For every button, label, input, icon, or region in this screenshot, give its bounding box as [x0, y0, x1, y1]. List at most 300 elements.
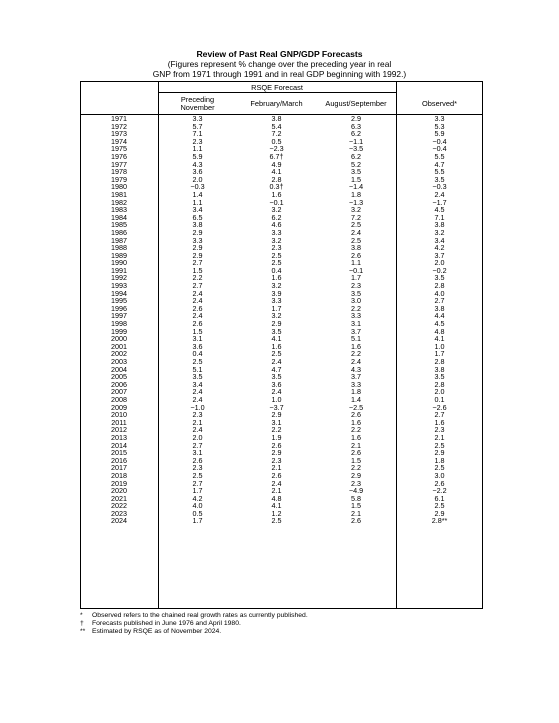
- cell-aug: 3.8: [351, 243, 361, 253]
- header-observed: Observed*: [422, 99, 457, 108]
- cell-aug: 2.6: [351, 250, 361, 260]
- cell-nov: 1.1: [192, 144, 203, 154]
- cell-obs: −0.4: [432, 136, 447, 146]
- table-row: [80, 464, 483, 472]
- cell-nov: 1.7: [192, 516, 203, 526]
- cell-year: 1985: [111, 220, 127, 230]
- cell-year: 2004: [111, 364, 127, 374]
- cell-aug: 3.1: [351, 319, 361, 329]
- cell-feb: 4.6: [271, 220, 282, 230]
- cell-aug: 2.3: [351, 478, 361, 488]
- cell-nov: 2.3: [192, 136, 203, 146]
- cell-aug: 2.9: [351, 114, 361, 123]
- cell-year: 2010: [111, 410, 127, 420]
- cell-feb: 0.4: [271, 265, 282, 275]
- cell-obs: 3.8: [434, 364, 445, 374]
- cell-feb: 4.1: [271, 167, 282, 177]
- cell-year: 2022: [111, 501, 127, 511]
- cell-obs: 2.4: [434, 189, 445, 199]
- cell-year: 1982: [111, 197, 127, 207]
- table-row: [80, 487, 483, 495]
- cell-obs: 4.5: [434, 205, 445, 215]
- table-row: [80, 297, 483, 305]
- cell-nov: 2.0: [192, 432, 203, 442]
- cell-obs: 0.1: [434, 394, 445, 404]
- cell-obs: 4.4: [434, 311, 445, 321]
- cell-aug: 1.5: [351, 455, 361, 465]
- cell-feb: 1.9: [271, 432, 282, 442]
- cell-year: 1997: [111, 311, 127, 321]
- cell-aug: 1.6: [351, 432, 361, 442]
- cell-obs: 2.6: [434, 478, 445, 488]
- cell-obs: −2.2: [432, 486, 447, 496]
- cell-feb: 7.2: [271, 129, 282, 139]
- cell-obs: −0.3: [432, 182, 447, 192]
- cell-obs: 3.2: [434, 227, 445, 237]
- cell-feb: 2.5: [271, 349, 282, 359]
- cell-aug: 1.8: [351, 189, 361, 199]
- cell-obs: −0.4: [432, 144, 447, 154]
- cell-obs: 7.1: [434, 212, 445, 222]
- cell-feb: 2.5: [271, 250, 282, 260]
- cell-aug: 6.3: [351, 121, 361, 131]
- cell-nov: 3.1: [192, 334, 203, 344]
- table-row: [80, 426, 483, 434]
- table-row: [80, 312, 483, 320]
- cell-year: 1990: [111, 258, 127, 268]
- cell-feb: 3.2: [271, 235, 282, 245]
- footnote-text: Observed refers to the chained real growth rates as currently published.: [92, 612, 308, 619]
- table-row: [80, 115, 483, 123]
- cell-obs: 2.7: [434, 296, 445, 306]
- table-row: [80, 244, 483, 252]
- table-row: [80, 161, 483, 169]
- cell-feb: 2.9: [271, 410, 282, 420]
- cell-nov: 3.4: [192, 205, 203, 215]
- cell-aug: 3.3: [351, 311, 361, 321]
- cell-year: 2005: [111, 372, 127, 382]
- cell-obs: 2.8**: [431, 516, 448, 526]
- cell-feb: 1.6: [271, 341, 282, 351]
- table-row: [80, 517, 483, 525]
- cell-aug: 3.5: [351, 288, 361, 298]
- cell-feb: 4.1: [271, 334, 282, 344]
- cell-feb: 3.3: [271, 227, 282, 237]
- cell-aug: 3.5: [351, 167, 361, 177]
- cell-year: 2006: [111, 379, 127, 389]
- cell-year: 2013: [111, 432, 127, 442]
- footnote: [80, 612, 308, 620]
- cell-obs: 2.9: [434, 508, 445, 518]
- cell-obs: 4.8: [434, 326, 445, 336]
- cell-feb: 2.3: [271, 243, 282, 253]
- cell-year: 1995: [111, 296, 127, 306]
- header-rsqe-forecast: RSQE Forecast: [251, 83, 303, 92]
- cell-nov: 2.6: [192, 455, 203, 465]
- cell-year: 2024: [111, 516, 127, 526]
- cell-year: 1974: [111, 136, 127, 146]
- cell-aug: 1.4: [351, 394, 361, 404]
- cell-feb: −3.7: [269, 402, 284, 412]
- table-row: [80, 199, 483, 207]
- cell-year: 1994: [111, 288, 127, 298]
- cell-aug: −0.1: [348, 265, 364, 275]
- cell-year: 2008: [111, 394, 127, 404]
- page-title: Review of Past Real GNP/GDP Forecasts: [196, 49, 363, 59]
- cell-feb: 1.2: [271, 508, 282, 518]
- table-row: [80, 153, 483, 161]
- cell-year: 2011: [111, 417, 127, 427]
- table-row: [80, 472, 483, 480]
- table-row: [80, 252, 483, 260]
- cell-aug: 2.2: [351, 303, 361, 313]
- cell-feb: 1.0: [271, 394, 282, 404]
- cell-obs: 2.7: [434, 410, 445, 420]
- cell-nov: 2.7: [192, 440, 203, 450]
- cell-aug: 6.2: [351, 129, 361, 139]
- cell-feb: 3.5: [271, 326, 282, 336]
- cell-feb: 2.2: [271, 425, 282, 435]
- table-row: [80, 214, 483, 222]
- cell-feb: 4.7: [271, 364, 282, 374]
- cell-year: 1987: [111, 235, 127, 245]
- table-row: [80, 206, 483, 214]
- subtitle-line-1: (Figures represent % change over the preceding year in real: [167, 59, 392, 69]
- cell-year: 1984: [111, 212, 127, 222]
- cell-aug: 1.7: [351, 273, 361, 283]
- cell-nov: 2.4: [192, 425, 203, 435]
- cell-obs: 3.5: [434, 273, 445, 283]
- cell-year: 1977: [111, 159, 127, 169]
- cell-obs: 6.1: [434, 493, 445, 503]
- table-row: [80, 358, 483, 366]
- table-row: [80, 404, 483, 412]
- cell-obs: 5.5: [434, 167, 445, 177]
- cell-obs: −0.2: [432, 265, 447, 275]
- cell-obs: 1.8: [434, 455, 445, 465]
- table-row: [80, 419, 483, 427]
- table-row: [80, 267, 483, 275]
- cell-nov: 2.4: [192, 296, 203, 306]
- cell-obs: 5.5: [434, 151, 445, 161]
- subtitle-line-2: GNP from 1971 through 1991 and in real GDP beginning with 1992.): [152, 69, 407, 79]
- cell-nov: 3.4: [192, 379, 203, 389]
- table-row: [80, 123, 483, 131]
- cell-nov: 2.4: [192, 387, 203, 397]
- cell-year: 2018: [111, 470, 127, 480]
- cell-year: 1973: [111, 129, 127, 139]
- cell-year: 1993: [111, 281, 127, 291]
- cell-feb: 0.3†: [269, 182, 284, 192]
- cell-year: 2019: [111, 478, 127, 488]
- cell-year: 1980: [111, 182, 127, 192]
- cell-obs: 3.8: [434, 220, 445, 230]
- cell-nov: 1.5: [192, 326, 203, 336]
- cell-feb: 2.4: [271, 387, 282, 397]
- cell-obs: 3.3: [434, 114, 445, 123]
- table-row: [80, 168, 483, 176]
- cell-year: 1979: [111, 174, 127, 184]
- cell-nov: 3.3: [192, 114, 203, 123]
- footnote: [80, 628, 308, 636]
- cell-nov: 2.1: [192, 417, 203, 427]
- cell-obs: 4.0: [434, 288, 445, 298]
- cell-nov: 2.3: [192, 463, 203, 473]
- cell-obs: 2.8: [434, 281, 445, 291]
- table-row: [80, 457, 483, 465]
- cell-aug: 2.3: [351, 281, 361, 291]
- table-body: [80, 115, 483, 525]
- cell-obs: 1.0: [434, 341, 445, 351]
- cell-aug: 1.6: [351, 341, 361, 351]
- cell-year: 1989: [111, 250, 127, 260]
- cell-aug: 2.1: [351, 440, 361, 450]
- cell-nov: 3.6: [192, 167, 203, 177]
- cell-feb: 3.2: [271, 281, 282, 291]
- cell-aug: −1.3: [348, 197, 364, 207]
- cell-year: 2009: [111, 402, 127, 412]
- cell-year: 1976: [111, 151, 127, 161]
- cell-feb: 2.4: [271, 357, 282, 366]
- cell-feb: 2.4: [271, 478, 282, 488]
- cell-obs: 5.3: [434, 121, 445, 131]
- cell-nov: 2.4: [192, 311, 203, 321]
- cell-nov: 2.0: [192, 174, 203, 184]
- cell-year: 1992: [111, 273, 127, 283]
- cell-aug: 2.4: [351, 357, 361, 366]
- table-row: [80, 366, 483, 374]
- cell-nov: 1.1: [192, 197, 203, 207]
- cell-aug: 5.8: [351, 493, 361, 503]
- cell-feb: 3.6: [271, 379, 282, 389]
- cell-obs: 1.6: [434, 417, 445, 427]
- cell-feb: −0.1: [269, 197, 284, 207]
- cell-nov: 2.9: [192, 227, 203, 237]
- cell-feb: 2.8: [271, 174, 282, 184]
- header-preceding-line-1: Preceding: [180, 95, 215, 104]
- cell-year: 1986: [111, 227, 127, 237]
- cell-feb: 2.6: [271, 470, 282, 480]
- cell-obs: 2.0: [434, 387, 445, 397]
- cell-aug: 2.6: [351, 448, 361, 458]
- table-row: [80, 290, 483, 298]
- cell-nov: 2.4: [192, 394, 203, 404]
- cell-feb: 2.9: [271, 448, 282, 458]
- cell-feb: 2.1: [271, 486, 282, 496]
- cell-nov: 5.1: [192, 364, 203, 374]
- cell-obs: −1.7: [432, 197, 447, 207]
- cell-feb: 3.5: [271, 372, 282, 382]
- cell-year: 1988: [111, 243, 127, 253]
- cell-aug: 1.1: [351, 258, 361, 268]
- cell-obs: 3.8: [434, 303, 445, 313]
- cell-year: 1999: [111, 326, 127, 336]
- cell-feb: 2.1: [271, 463, 282, 473]
- table-row: [80, 328, 483, 336]
- cell-year: 1983: [111, 205, 127, 215]
- cell-obs: 2.5: [434, 501, 445, 511]
- cell-feb: 4.9: [271, 159, 282, 169]
- cell-nov: 5.7: [192, 121, 203, 131]
- cell-year: 2023: [111, 508, 127, 518]
- table-row: [80, 274, 483, 282]
- cell-nov: 1.5: [192, 265, 203, 275]
- table-row: [80, 335, 483, 343]
- cell-obs: 2.5: [434, 463, 445, 473]
- cell-feb: 2.6: [271, 440, 282, 450]
- cell-nov: 0.4: [192, 349, 203, 359]
- cell-aug: −1.1: [348, 136, 364, 146]
- cell-feb: 1.7: [271, 303, 282, 313]
- cell-aug: −4.9: [348, 486, 364, 496]
- table-row: [80, 449, 483, 457]
- cell-aug: 3.0: [351, 296, 361, 306]
- table-row: [80, 221, 483, 229]
- cell-aug: 2.4: [351, 227, 361, 237]
- cell-feb: 2.9: [271, 319, 282, 329]
- cell-aug: 2.6: [351, 516, 361, 526]
- header-aug-sept: August/September: [325, 99, 387, 108]
- cell-aug: 2.2: [351, 349, 361, 359]
- cell-aug: 4.3: [351, 364, 361, 374]
- cell-nov: 4.2: [192, 493, 203, 503]
- cell-year: 2001: [111, 341, 127, 351]
- cell-feb: 2.5: [271, 258, 282, 268]
- cell-nov: 3.6: [192, 341, 203, 351]
- cell-feb: 1.6: [271, 189, 282, 199]
- cell-nov: 2.6: [192, 319, 203, 329]
- cell-obs: −2.6: [432, 402, 447, 412]
- cell-obs: 4.7: [434, 159, 445, 169]
- cell-aug: 3.3: [351, 379, 361, 389]
- cell-aug: 3.7: [351, 372, 361, 382]
- cell-nov: 2.2: [192, 273, 203, 283]
- cell-year: 1981: [111, 189, 127, 199]
- cell-nov: −1.0: [190, 402, 205, 412]
- cell-aug: −2.5: [348, 402, 364, 412]
- cell-aug: −1.4: [348, 182, 364, 192]
- cell-aug: 2.6: [351, 410, 361, 420]
- cell-feb: 4.8: [271, 493, 282, 503]
- cell-year: 1978: [111, 167, 127, 177]
- table-row: [80, 381, 483, 389]
- header-feb-march: February/March: [250, 99, 303, 108]
- table-row: [80, 373, 483, 381]
- cell-obs: 2.1: [434, 432, 445, 442]
- cell-nov: 2.6: [192, 303, 203, 313]
- cell-aug: 2.2: [351, 425, 361, 435]
- cell-obs: 2.3: [434, 425, 445, 435]
- cell-aug: 3.2: [351, 205, 361, 215]
- cell-nov: 2.3: [192, 410, 203, 420]
- table-row: [80, 320, 483, 328]
- cell-obs: 2.8: [434, 379, 445, 389]
- cell-obs: 3.5: [434, 174, 445, 184]
- cell-aug: 1.8: [351, 387, 361, 397]
- cell-nov: 2.9: [192, 250, 203, 260]
- cell-year: 2016: [111, 455, 127, 465]
- table-row: [80, 282, 483, 290]
- table-row: [80, 480, 483, 488]
- cell-nov: 2.9: [192, 243, 203, 253]
- cell-aug: 5.1: [351, 334, 361, 344]
- cell-obs: 4.5: [434, 319, 445, 329]
- cell-nov: 4.3: [192, 159, 203, 169]
- table-row: [80, 305, 483, 313]
- table-row: [80, 350, 483, 358]
- cell-nov: 2.4: [192, 288, 203, 298]
- cell-nov: 3.5: [192, 372, 203, 382]
- cell-obs: 2.0: [434, 258, 445, 268]
- cell-nov: 2.7: [192, 478, 203, 488]
- cell-feb: −2.3: [269, 144, 284, 154]
- cell-aug: 1.5: [351, 501, 361, 511]
- cell-nov: 1.7: [192, 486, 203, 496]
- footnote-mark: †: [80, 620, 84, 627]
- table-row: [80, 237, 483, 245]
- cell-year: 1996: [111, 303, 127, 313]
- cell-feb: 5.4: [271, 121, 282, 131]
- cell-aug: 2.2: [351, 463, 361, 473]
- cell-nov: 2.5: [192, 470, 203, 480]
- cell-feb: 3.3: [271, 296, 282, 306]
- cell-year: 2017: [111, 463, 127, 473]
- cell-nov: 2.5: [192, 357, 203, 366]
- footnote-mark: **: [80, 628, 86, 635]
- footnotes: [80, 612, 308, 636]
- table-row: [80, 343, 483, 351]
- cell-aug: 5.2: [351, 159, 361, 169]
- cell-nov: 2.7: [192, 281, 203, 291]
- table-row: [80, 495, 483, 503]
- cell-feb: 3.9: [271, 288, 282, 298]
- cell-year: 2014: [111, 440, 127, 450]
- cell-feb: 6.7†: [269, 151, 284, 161]
- cell-year: 2021: [111, 493, 127, 503]
- cell-obs: 4.2: [434, 243, 445, 253]
- cell-feb: 1.6: [271, 273, 282, 283]
- table-row: [80, 510, 483, 518]
- cell-year: 2000: [111, 334, 127, 344]
- cell-obs: 2.8: [434, 357, 445, 366]
- cell-nov: 6.5: [192, 212, 203, 222]
- cell-nov: 4.0: [192, 501, 203, 511]
- table-row: [80, 183, 483, 191]
- cell-nov: 3.3: [192, 235, 203, 245]
- cell-feb: 3.8: [271, 114, 282, 123]
- cell-year: 1998: [111, 319, 127, 329]
- cell-nov: 2.7: [192, 258, 203, 268]
- cell-obs: 3.4: [434, 235, 445, 245]
- cell-feb: 4.1: [271, 501, 282, 511]
- cell-aug: 2.5: [351, 235, 361, 245]
- table-row: [80, 259, 483, 267]
- table-row: [80, 502, 483, 510]
- cell-aug: 1.6: [351, 417, 361, 427]
- cell-aug: 2.9: [351, 470, 361, 480]
- cell-feb: 6.2: [271, 212, 282, 222]
- cell-feb: 3.2: [271, 311, 282, 321]
- table-row: [80, 434, 483, 442]
- cell-feb: 2.3: [271, 455, 282, 465]
- cell-year: 2003: [111, 357, 127, 366]
- cell-aug: −3.5: [348, 144, 364, 154]
- cell-year: 2020: [111, 486, 127, 496]
- cell-year: 1972: [111, 121, 127, 131]
- cell-year: 2002: [111, 349, 127, 359]
- cell-feb: 3.1: [271, 417, 282, 427]
- footnote-text: Forecasts published in June 1976 and April 1980.: [92, 620, 241, 627]
